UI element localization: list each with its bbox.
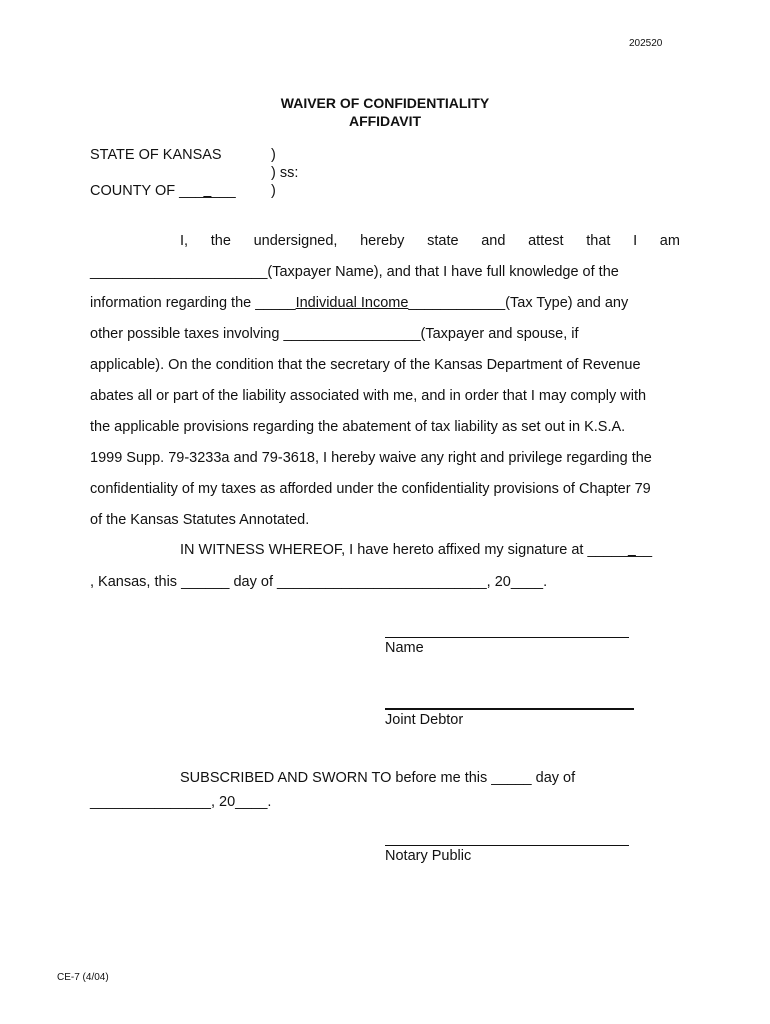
county-label [90,183,236,199]
county-blank: _ [203,183,212,199]
title-line-2: AFFIDAVIT [348,113,422,129]
venue-ss: ) ss: [271,165,299,181]
paragraph-line-3 [90,294,680,312]
word: hereby [360,233,405,249]
witness-line-1 [180,542,652,558]
county-label-text: COUNTY OF ___ [90,183,204,199]
notary-signature-line [385,845,629,846]
document-number: 202520 [629,38,663,49]
word: that [586,233,611,249]
venue-paren-1: ) [271,147,276,163]
line3-pre: information regarding the _____ [90,295,296,311]
paragraph-line-9: confidentiality of my taxes as afforded under the confidentiality provisions of Chapter 79 [90,481,651,497]
word: I [633,233,638,249]
form-code: CE-7 (4/04) [57,972,109,983]
witness-line-2: , Kansas, this ______ day of __________________________, 20____. [90,574,548,590]
joint-debtor-label: Joint Debtor [385,712,464,728]
word: undersigned, [253,233,338,249]
line3-post: ____________(Tax Type) and any [408,295,629,311]
paragraph-line-1 [180,232,680,250]
witness-blank: _ [627,542,636,558]
name-signature-line [385,637,629,638]
word: state [427,233,459,249]
title-line-1: WAIVER OF CONFIDENTIALITY [280,95,490,111]
paragraph-line-7: the applicable provisions regarding the abatement of tax liability as set out in K.S.A. [90,419,626,435]
notary-label: Notary Public [385,848,472,864]
word: the [210,233,231,249]
word: attest [528,233,564,249]
joint-debtor-signature-line [385,708,634,710]
paragraph-line-4: other possible taxes involving _________________(Taxpayer and spouse, if [90,326,579,342]
word: and [481,233,506,249]
paragraph-line-5: applicable). On the condition that the secretary of the Kansas Department of Revenue [90,357,641,373]
witness-tail: __ [635,542,653,558]
subscribed-line-1: SUBSCRIBED AND SWORN TO before me this _____ day of [180,770,576,786]
subscribed-line-2: _______________, 20____. [90,794,272,810]
paragraph-line-10: of the Kansas Statutes Annotated. [90,512,310,528]
witness-text: IN WITNESS WHEREOF, I have hereto affixed my signature at _____ [180,542,628,558]
word: I, [180,233,189,249]
state-label: STATE OF KANSAS [90,147,222,163]
venue-paren-3: ) [271,183,276,199]
word: am [659,233,680,249]
county-tail: ___ [211,183,236,199]
paragraph-line-8: 1999 Supp. 79-3233a and 79-3618, I hereby waive any right and privilege regarding the [90,450,652,466]
tax-type-value: Individual Income [295,295,409,311]
paragraph-line-6: abates all or part of the liability associated with me, and in order that I may comply with [90,388,647,404]
paragraph-line-2: ______________________(Taxpayer Name), and that I have full knowledge of the [90,264,619,280]
name-label: Name [385,640,424,656]
